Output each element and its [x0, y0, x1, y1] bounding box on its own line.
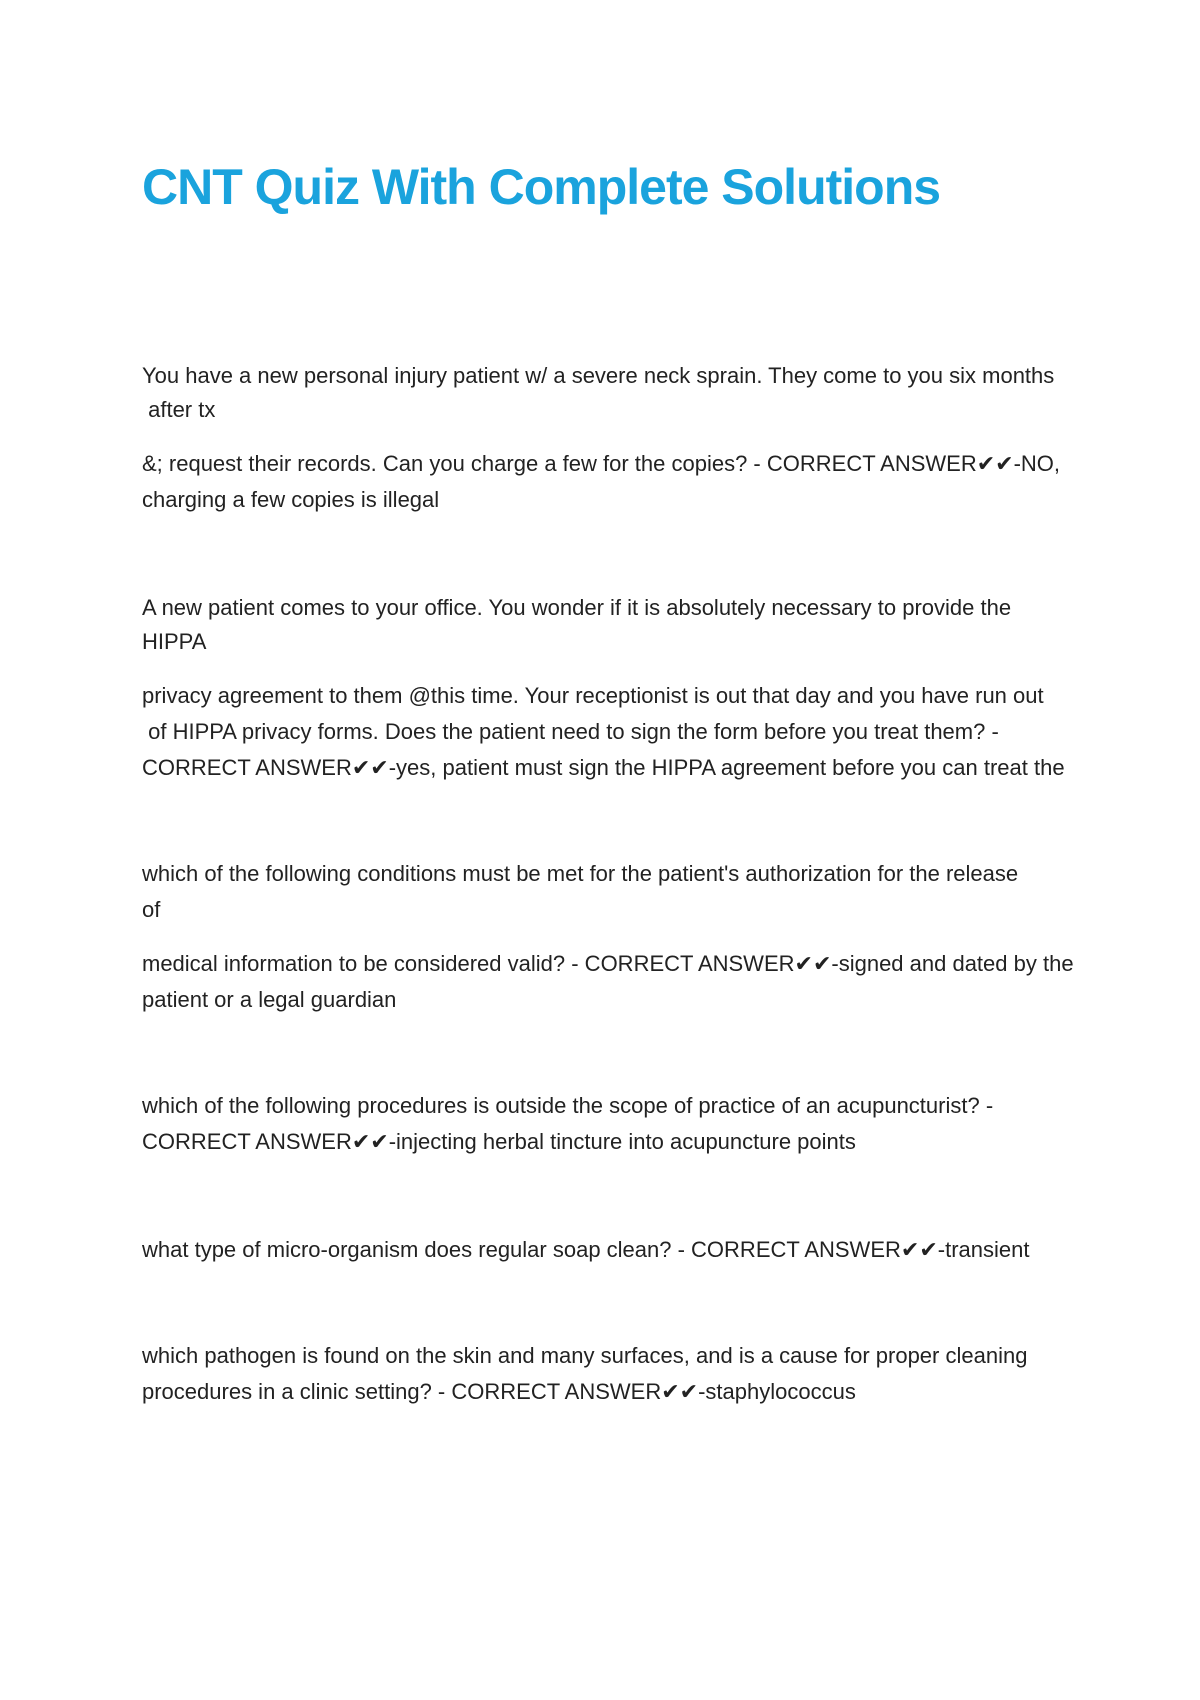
- q1-line-4: charging a few copies is illegal: [142, 487, 440, 512]
- q2-line-4: of HIPPA privacy forms. Does the patient need to sign the form before you treat them? -: [142, 719, 999, 744]
- q2-line-5: CORRECT ANSWER✔✔-yes, patient must sign the HIPPA agreement before you can treat the: [142, 755, 1065, 780]
- document-title: CNT Quiz With Complete Solutions: [142, 159, 941, 215]
- q4-line-2: CORRECT ANSWER✔✔-injecting herbal tincture into acupuncture points: [142, 1129, 856, 1154]
- q5-line-1: what type of micro-organism does regular soap clean? - CORRECT ANSWER✔✔-transient: [142, 1237, 1030, 1262]
- q3-line-3: medical information to be considered valid? - CORRECT ANSWER✔✔-signed and dated by the: [142, 951, 1074, 976]
- q2-line-3: privacy agreement to them @this time. Your receptionist is out that day and you have run out: [142, 683, 1044, 708]
- q1-line-1: You have a new personal injury patient w/ a severe neck sprain. They come to you six months: [142, 363, 1055, 388]
- q3-line-4: patient or a legal guardian: [142, 987, 397, 1012]
- q3-line-1: which of the following conditions must be met for the patient's authorization for the release: [142, 861, 1019, 886]
- q1-line-3: &; request their records. Can you charge a few for the copies? - CORRECT ANSWER✔✔-NO,: [142, 451, 1061, 476]
- q4-line-1: which of the following procedures is outside the scope of practice of an acupuncturist? -: [142, 1093, 994, 1118]
- q2-line-1: A new patient comes to your office. You wonder if it is absolutely necessary to provide the: [142, 595, 1012, 620]
- q6-line-2: procedures in a clinic setting? - CORRECT ANSWER✔✔-staphylococcus: [142, 1379, 856, 1404]
- q3-line-2: of: [142, 897, 161, 922]
- q1-line-2: after tx: [142, 397, 216, 422]
- q2-line-2: HIPPA: [142, 629, 207, 654]
- q6-line-1: which pathogen is found on the skin and many surfaces, and is a cause for proper cleaning: [142, 1343, 1028, 1368]
